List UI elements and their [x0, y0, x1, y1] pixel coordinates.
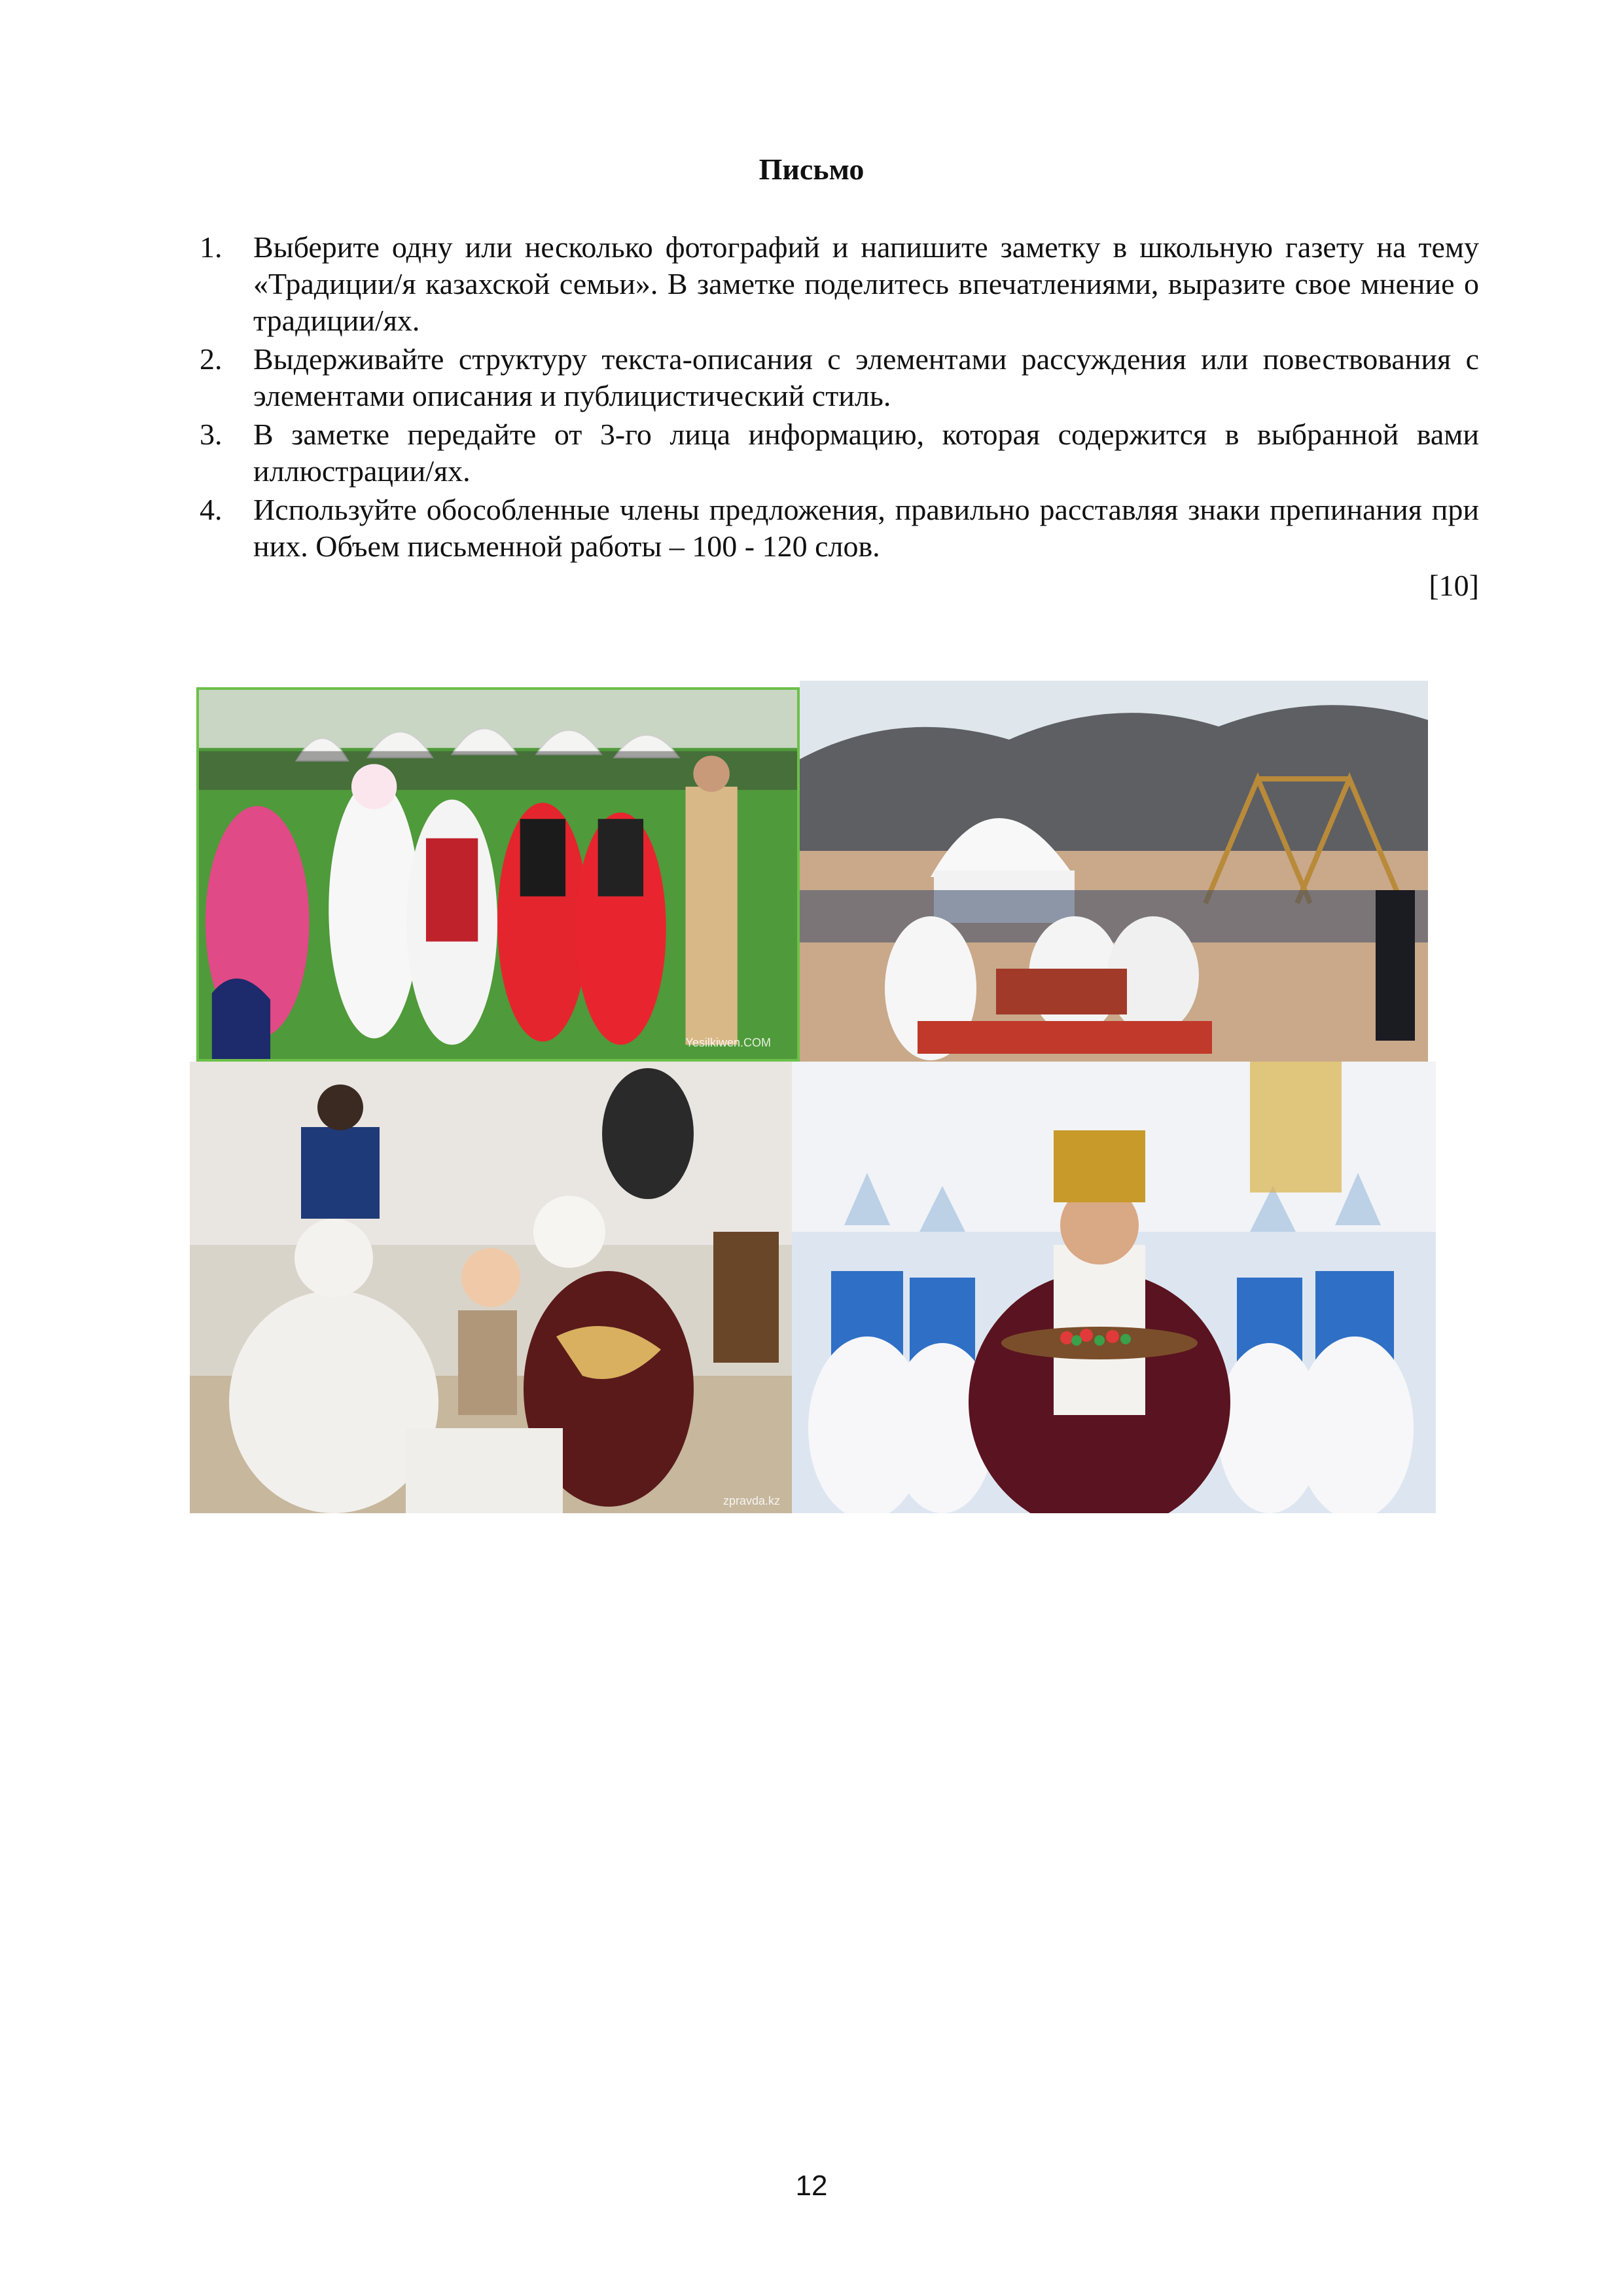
- photo-festival-field: [196, 687, 800, 1062]
- photo-yurt-ceremony: [800, 681, 1428, 1062]
- photo-child-ceremony-image: [190, 1062, 792, 1513]
- task-number: 4.: [200, 493, 223, 526]
- task-text: В заметке передайте от 3-го лица информацию, которая содержится в выбранной вами иллюстрации/ях.: [253, 418, 1479, 488]
- photo-yurt-ceremony-image: [800, 681, 1428, 1062]
- task-number: 1.: [200, 230, 223, 264]
- photo-festival-field-image: [199, 690, 797, 1059]
- task-number: 3.: [200, 418, 223, 451]
- photo-watermark: zpravda.kz: [722, 1494, 780, 1507]
- photo-watermark: Yesilkiwen.COM: [685, 1036, 771, 1049]
- score-label: [10]: [1429, 569, 1479, 602]
- photo-dancers-tray: [792, 1062, 1436, 1513]
- page-number: 12: [795, 2170, 828, 2202]
- task-text: Выдерживайте структуру текста-описания с элементами рассуждения или повествования с элементами описания и публицистический стиль.: [253, 342, 1479, 412]
- photo-child-ceremony: [190, 1062, 792, 1513]
- task-list: [200, 229, 1479, 567]
- task-item-3: [200, 416, 1479, 490]
- task-number: 2.: [200, 342, 223, 376]
- task-item-2: [200, 341, 1479, 414]
- task-text: Выберите одну или несколько фотографий и напишите заметку в школьную газету на тему «Традиции/я казахской семьи». В заметке поделитесь впечатлениями, выразите свое мнение о традиции/ях.: [253, 230, 1479, 337]
- photo-dancers-tray-image: [792, 1062, 1436, 1513]
- task-item-1: [200, 229, 1479, 339]
- task-item-4: [200, 492, 1479, 565]
- page-title: Письмо: [758, 152, 865, 186]
- task-text: Используйте обособленные члены предложения, правильно расставляя знаки препинания при них. Объем письменной работы – 100 - 120 слов.: [253, 493, 1479, 563]
